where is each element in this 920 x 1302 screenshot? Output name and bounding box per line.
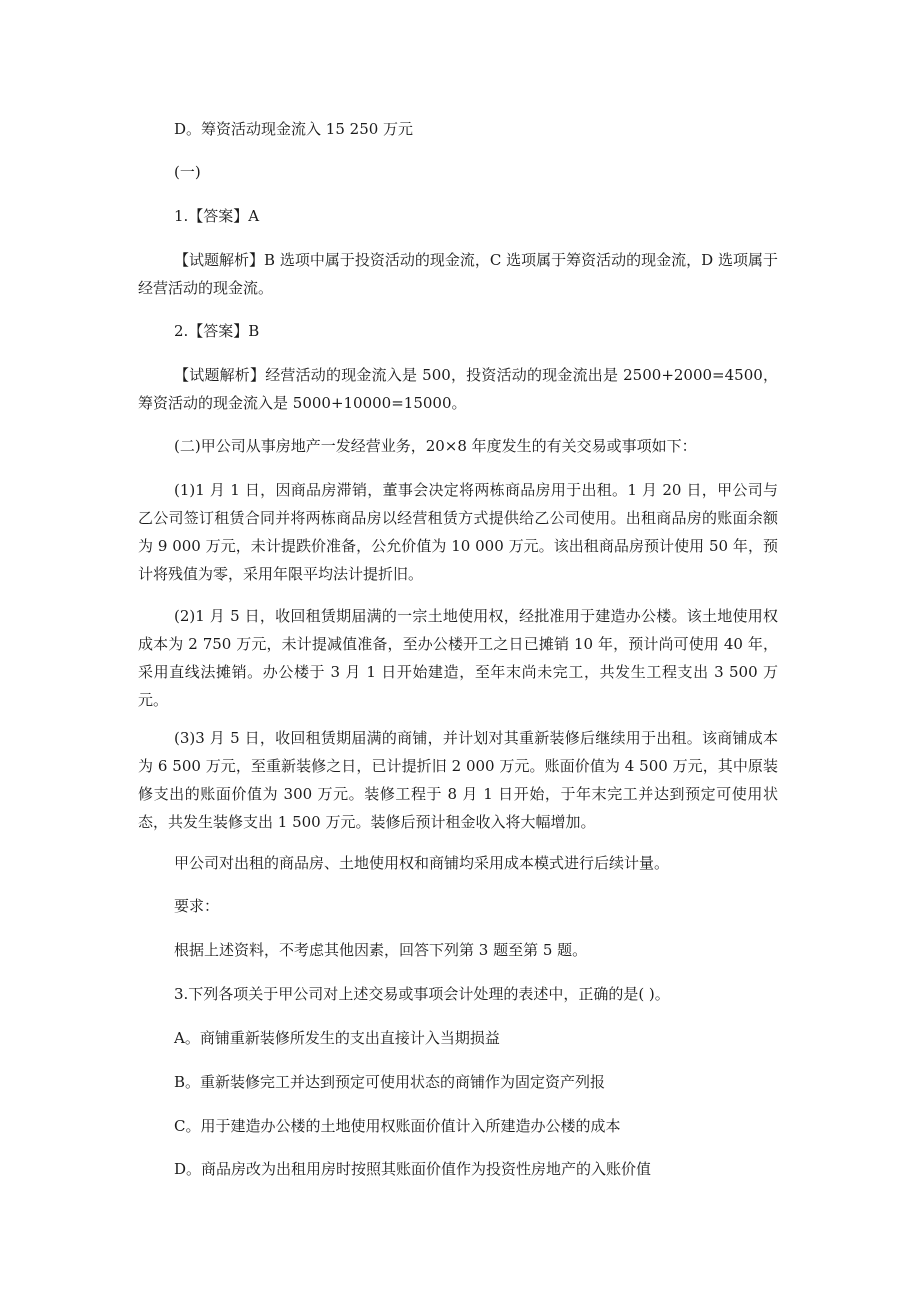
option-d-previous: D。筹资活动现金流入 15 250 万元 bbox=[174, 120, 414, 138]
event-item-2: (2)1 月 5 日，收回租赁期届满的一宗土地使用权，经批准用于建造办公楼。该土地使用权成本为 2 750 万元，未计提减值准备，至办公楼开工之日已摊销 10 年，预计尚可使用 40 年，采用直线法摊销。办公楼于 3 月 1 日开始建造，至年末尚未完工，共发生工程支出 3 500 万元。 bbox=[138, 607, 778, 709]
question-3: 3.下列各项关于甲公司对上述交易或事项会计处理的表述中，正确的是( )。 bbox=[174, 985, 670, 1003]
answer-1: 1.【答案】A bbox=[174, 207, 260, 225]
question-3-option-a: A。商铺重新装修所发生的支出直接计入当期损益 bbox=[174, 1029, 500, 1047]
section-heading-two: (二)甲公司从事房地产一发经营业务，20×8 年度发生的有关交易或事项如下： bbox=[174, 437, 697, 455]
analysis-1: 【试题解析】B 选项中属于投资活动的现金流，C 选项属于筹资活动的现金流，D 选项属于经营活动的现金流。 bbox=[138, 251, 778, 297]
section-heading-one: (一) bbox=[174, 163, 201, 181]
event-item-1: (1)1 月 1 日，因商品房滞销，董事会决定将两栋商品房用于出租。1 月 20 日，甲公司与乙公司签订租赁合同并将两栋商品房以经营租赁方式提供给乙公司使用。出租商品房的账面余额为 9 000 万元，未计提跌价准备，公允价值为 10 000 万元。该出租商品房预计使用 50 年，预计将残值为零，采用年限平均法计提折旧。 bbox=[138, 481, 778, 583]
event-item-3: (3)3 月 5 日，收回租赁期届满的商铺，并计划对其重新装修后继续用于出租。该商铺成本为 6 500 万元，至重新装修之日，已计提折旧 2 000 万元。账面价值为 4 500 万元，其中原装修支出的账面价值为 300 万元。装修工程于 8 月 1 日开始，于年末完工并达到预定可使用状态，共发生装修支出 1 500 万元。装修后预计租金收入将大幅增加。 bbox=[138, 729, 778, 831]
question-3-option-c: C。用于建造办公楼的土地使用权账面价值计入所建造办公楼的成本 bbox=[174, 1117, 621, 1135]
question-3-option-d: D。商品房改为出租用房时按照其账面价值作为投资性房地产的入账价值 bbox=[174, 1160, 652, 1178]
measurement-statement: 甲公司对出租的商品房、土地使用权和商铺均采用成本模式进行后续计量。 bbox=[174, 854, 670, 872]
instruction-text: 根据上述资料，不考虑其他因素，回答下列第 3 题至第 5 题。 bbox=[174, 941, 588, 959]
analysis-2: 【试题解析】经营活动的现金流入是 500，投资活动的现金流出是 2500+2000=4500，筹资活动的现金流入是 5000+10000=15000。 bbox=[138, 366, 778, 412]
question-3-option-b: B。重新装修完工并达到预定可使用状态的商铺作为固定资产列报 bbox=[174, 1073, 606, 1091]
requirement-label: 要求： bbox=[174, 897, 220, 915]
answer-2: 2.【答案】B bbox=[174, 322, 260, 340]
